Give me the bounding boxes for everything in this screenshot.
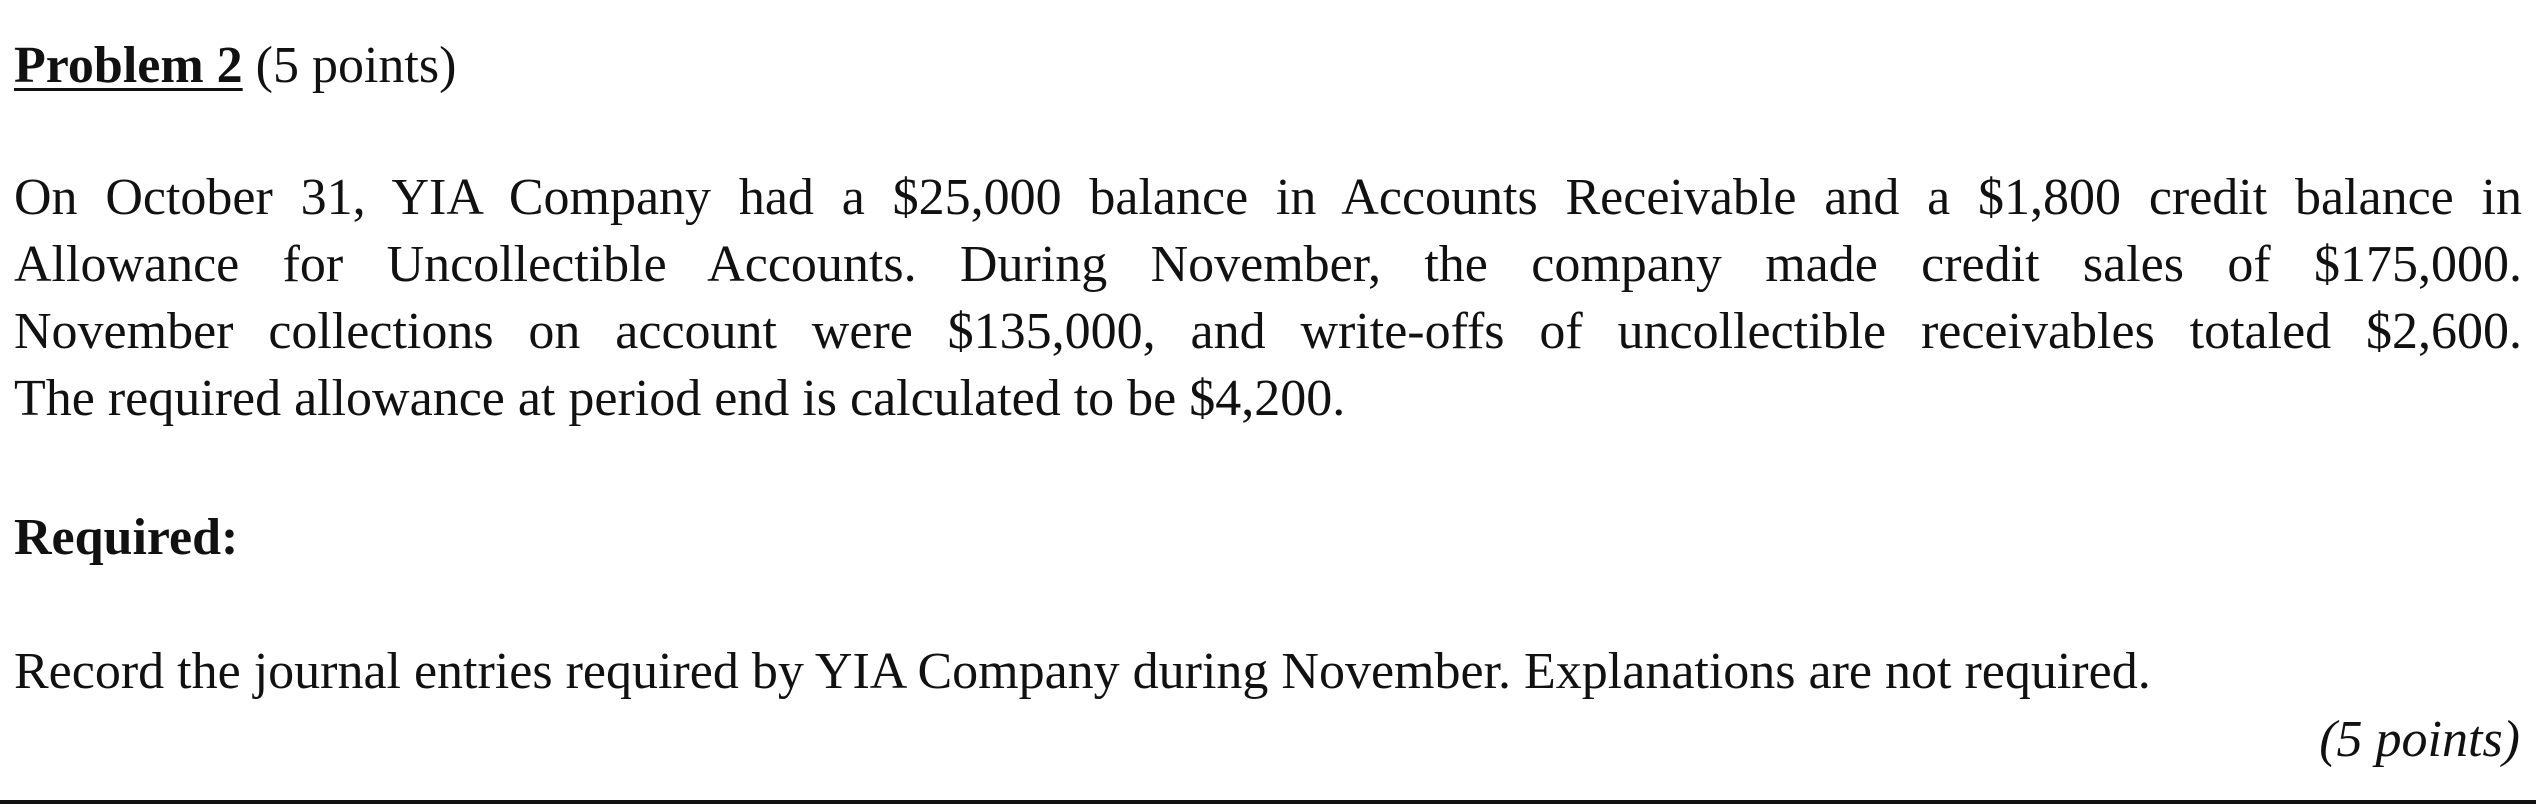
- required-heading: Required:: [14, 509, 239, 566]
- problem-points: (5 points): [255, 37, 457, 94]
- description-line: November collections on account were $135,000, and write-offs of uncollectible receivables totaled $2,600.: [14, 303, 2522, 360]
- bottom-divider: [0, 800, 2536, 804]
- description-line: On October 31, YIA Company had a $25,000 balance in Accounts Receivable and a $1,800 credit balance in: [14, 169, 2522, 226]
- required-points: (5 points): [2319, 711, 2520, 768]
- required-instruction: Record the journal entries required by YIA Company during November. Explanations are not required.: [14, 643, 2151, 700]
- problem-description: [14, 164, 2522, 432]
- description-line: Allowance for Uncollectible Accounts. During November, the company made credit sales of $175,000.: [14, 236, 2522, 293]
- description-line: The required allowance at period end is calculated to be $4,200.: [14, 370, 1346, 427]
- problem-label: Problem 2: [14, 37, 243, 94]
- problem-heading: [14, 34, 456, 98]
